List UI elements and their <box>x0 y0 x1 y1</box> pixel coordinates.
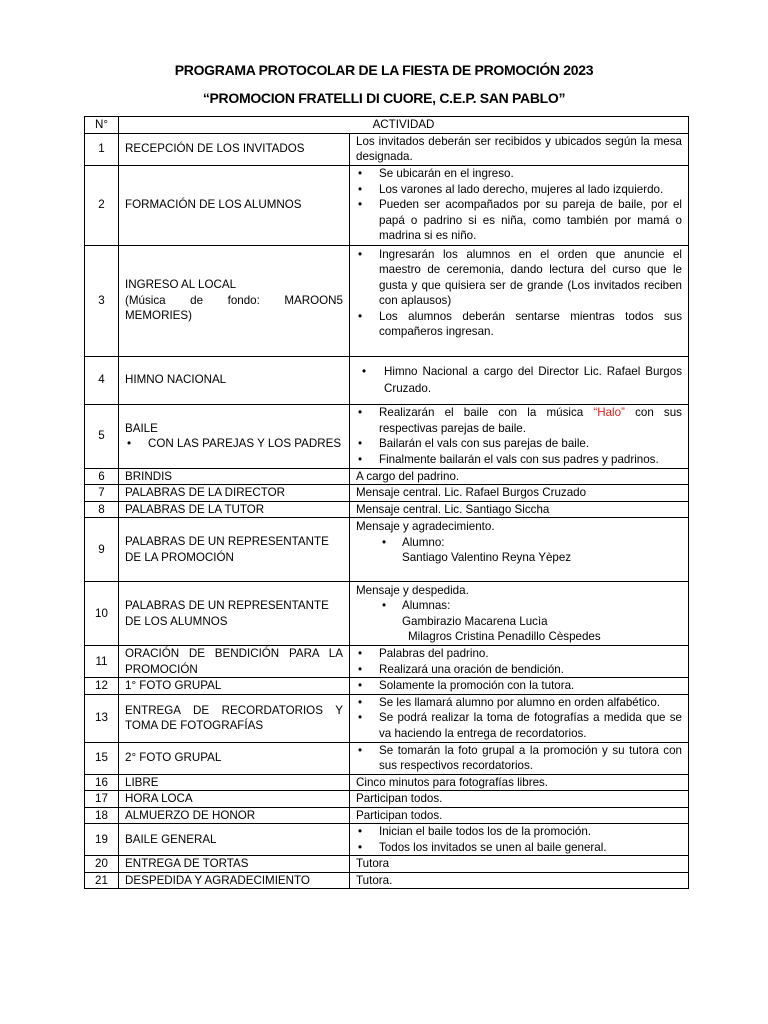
row-detail: Tutora <box>350 856 689 873</box>
row-detail <box>350 824 689 856</box>
header-num: N° <box>85 117 119 134</box>
row-detail <box>350 646 689 678</box>
activity-title: BAILE <box>125 421 158 435</box>
document-subtitle: “PROMOCION FRATELLI DI CUORE, C.E.P. SAN PABLO” <box>202 90 566 106</box>
row-activity: 1° FOTO GRUPAL <box>119 678 350 695</box>
row-detail <box>350 742 689 774</box>
row-activity: DESPEDIDA Y AGRADECIMIENTO <box>119 872 350 889</box>
row-number: 11 <box>85 646 119 678</box>
table-row <box>85 824 689 856</box>
row-detail: Mensaje central. Lic. Santiago Siccha <box>350 501 689 518</box>
table-row <box>85 518 689 582</box>
table-row <box>85 807 689 824</box>
header-activity: ACTIVIDAD <box>119 117 689 134</box>
table-row <box>85 774 689 791</box>
row-number: 18 <box>85 807 119 824</box>
row-number: 2 <box>85 165 119 245</box>
detail-text: Mensaje y despedida. <box>356 583 469 597</box>
note-word: MAROON5 <box>284 293 343 307</box>
row-number: 1 <box>85 133 119 165</box>
table-row <box>85 694 689 742</box>
list-item: • Ingresarán los alumnos en el orden que anuncie el maestro de ceremonia, dando lectura del curso que le gusta y que quisiera ser de grande (Los invitados reciben con aplausos) <box>356 247 682 309</box>
table-row <box>85 678 689 695</box>
table-row <box>85 582 689 646</box>
list-item: • Finalmente bailarán el vals con sus padres y padrinos. <box>356 452 682 468</box>
row-activity: HIMNO NACIONAL <box>119 356 350 404</box>
row-activity: PALABRAS DE LA TUTOR <box>119 501 350 518</box>
row-activity: 2° FOTO GRUPAL <box>119 742 350 774</box>
list-item: • Alumnas: <box>356 598 682 614</box>
note-word: fondo: <box>227 293 260 307</box>
table-row <box>85 404 689 468</box>
row-activity <box>119 245 350 356</box>
row-number: 5 <box>85 404 119 468</box>
list-item <box>356 405 682 436</box>
row-detail: Participan todos. <box>350 791 689 808</box>
row-detail <box>350 165 689 245</box>
row-number: 8 <box>85 501 119 518</box>
table-row <box>85 501 689 518</box>
row-activity: FORMACIÓN DE LOS ALUMNOS <box>119 165 350 245</box>
list-item: • Los alumnos deberán sentarse mientras todos sus compañeros ingresan. <box>356 309 682 340</box>
row-activity: BAILE GENERAL <box>119 824 350 856</box>
row-number: 15 <box>85 742 119 774</box>
row-activity: ORACIÓN DE BENDICIÓN PARA LA PROMOCIÓN <box>119 646 350 678</box>
row-detail <box>350 245 689 356</box>
row-number: 19 <box>85 824 119 856</box>
list-item: • Himno Nacional a cargo del Director Lic. Rafael Burgos Cruzado. <box>356 363 682 397</box>
row-activity: ALMUERZO DE HONOR <box>119 807 350 824</box>
row-number: 20 <box>85 856 119 873</box>
list-item: • Se les llamará alumno por alumno en orden alfabético. <box>356 695 682 711</box>
row-detail <box>350 404 689 468</box>
list-item: • Pueden ser acompañados por su pareja de baile, por el papá o padrino si es niña, como también por mamá o madrina si es niño. <box>356 197 682 244</box>
document-title: PROGRAMA PROTOCOLAR DE LA FIESTA DE PROMOCIÓN 2023 <box>174 62 594 78</box>
row-activity <box>119 404 350 468</box>
list-item: • Se ubicarán en el ingreso. <box>356 166 682 182</box>
note-word: de <box>190 293 204 307</box>
program-table <box>84 116 689 889</box>
row-number: 7 <box>85 485 119 502</box>
activity-title: INGRESO AL LOCAL <box>125 278 237 292</box>
list-item: • Todos los invitados se unen al baile general. <box>356 840 682 856</box>
list-item: • Palabras del padrino. <box>356 646 682 662</box>
row-number: 4 <box>85 356 119 404</box>
text-segment: Realizarán el baile con la música <box>379 406 594 419</box>
row-number: 21 <box>85 872 119 889</box>
table-row <box>85 133 689 165</box>
table-row <box>85 485 689 502</box>
row-activity: BRINDIS <box>119 468 350 485</box>
note-word: (Música <box>125 293 166 307</box>
row-detail <box>350 582 689 646</box>
row-detail: Cinco minutos para fotografías libres. <box>350 774 689 791</box>
row-activity: PALABRAS DE LA DIRECTOR <box>119 485 350 502</box>
detail-text: Mensaje y agradecimiento. <box>356 520 495 533</box>
table-row <box>85 791 689 808</box>
table-row <box>85 245 689 356</box>
song-name: “Halo” <box>593 406 625 419</box>
table-row <box>85 856 689 873</box>
row-detail: Tutora. <box>350 872 689 889</box>
row-detail <box>350 694 689 742</box>
row-number: 10 <box>85 582 119 646</box>
list-item: • Inician el baile todos los de la promoción. <box>356 824 682 840</box>
table-header-row <box>85 117 689 134</box>
row-detail <box>350 678 689 695</box>
student-name: Santiago Valentino Reyna Yèpez <box>402 551 572 564</box>
list-item: • CON LAS PAREJAS Y LOS PADRES <box>125 436 343 452</box>
row-number: 9 <box>85 518 119 582</box>
row-activity: HORA LOCA <box>119 791 350 808</box>
row-detail <box>350 356 689 404</box>
list-item: • Se podrá realizar la toma de fotografías a medida que se va haciendo la entrega de recordatorios. <box>356 710 682 741</box>
row-activity: PALABRAS DE UN REPRESENTANTE DE LOS ALUMNOS <box>119 582 350 646</box>
row-number: 12 <box>85 678 119 695</box>
row-number: 6 <box>85 468 119 485</box>
row-activity: ENTREGA DE RECORDATORIOS Y TOMA DE FOTOGRAFÍAS <box>119 694 350 742</box>
table-row <box>85 165 689 245</box>
activity-note-line <box>125 293 343 309</box>
row-activity: RECEPCIÓN DE LOS INVITADOS <box>119 133 350 165</box>
row-activity: PALABRAS DE UN REPRESENTANTE DE LA PROMOCIÓN <box>119 518 350 582</box>
row-detail <box>350 518 689 582</box>
student-name: Milagros Cristina Penadillo Cèspedes <box>408 630 601 643</box>
row-detail: Participan todos. <box>350 807 689 824</box>
list-item: • Los varones al lado derecho, mujeres al lado izquierdo. <box>356 182 682 198</box>
text-segment: con sus respectivas parejas de baile. <box>379 406 682 435</box>
row-activity: ENTREGA DE TORTAS <box>119 856 350 873</box>
row-number: 16 <box>85 774 119 791</box>
activity-note-line: MEMORIES) <box>125 309 192 323</box>
row-activity: LIBRE <box>119 774 350 791</box>
row-detail: A cargo del padrino. <box>350 468 689 485</box>
list-item: • Alumno: <box>356 535 682 551</box>
table-row <box>85 872 689 889</box>
table-row <box>85 356 689 404</box>
list-item: • Se tomarán la foto grupal a la promoción y su tutora con sus respectivos recordatorios. <box>356 743 682 774</box>
list-item: • Realizará una oración de bendición. <box>356 662 682 678</box>
list-item: • Bailarán el vals con sus parejas de baile. <box>356 436 682 452</box>
student-name: Gambirazio Macarena Lucìa <box>402 614 548 628</box>
table-row <box>85 646 689 678</box>
row-number: 17 <box>85 791 119 808</box>
row-detail: Los invitados deberán ser recibidos y ubicados según la mesa designada. <box>350 133 689 165</box>
row-number: 3 <box>85 245 119 356</box>
table-row <box>85 468 689 485</box>
row-detail: Mensaje central. Lic. Rafael Burgos Cruzado <box>350 485 689 502</box>
table-row <box>85 742 689 774</box>
list-item: • Solamente la promoción con la tutora. <box>356 678 682 694</box>
row-number: 13 <box>85 694 119 742</box>
